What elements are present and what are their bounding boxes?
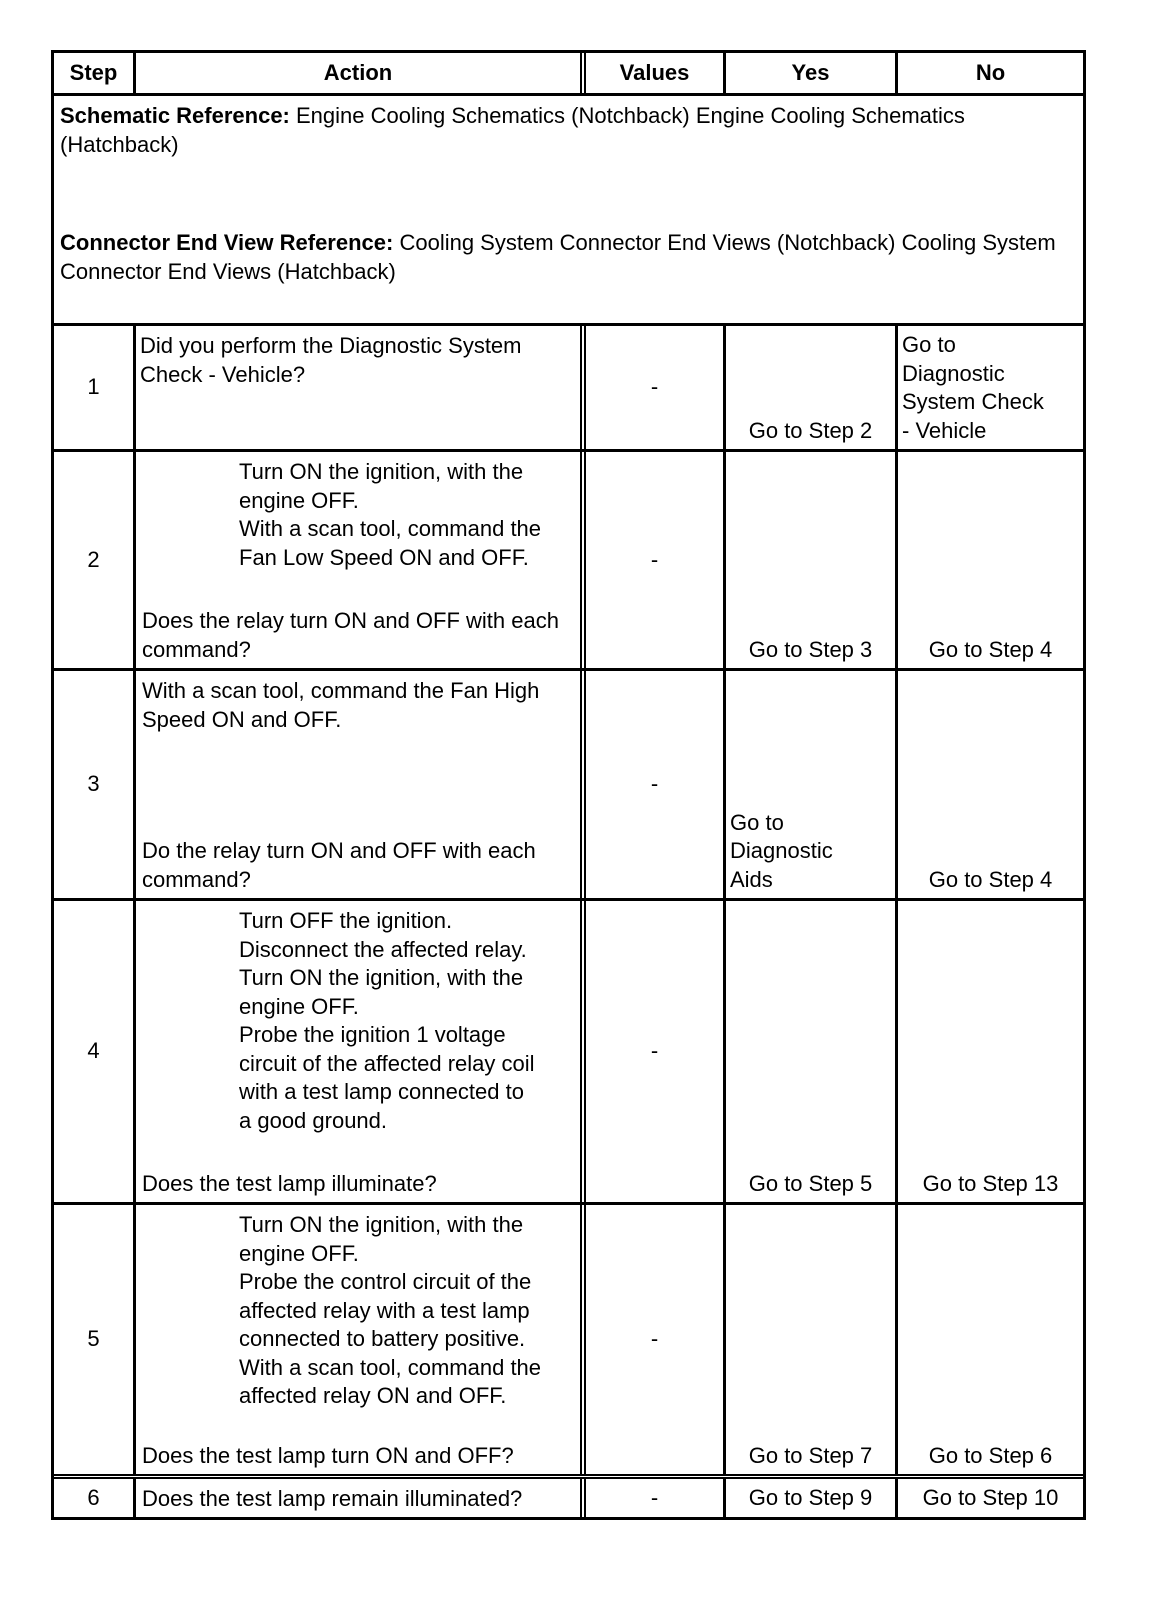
values-cell: - — [586, 326, 726, 449]
step-number: 5 — [54, 1205, 136, 1474]
table-row-step-5 — [54, 1202, 1083, 1474]
step-number: 3 — [54, 671, 136, 898]
values-cell: - — [586, 1479, 726, 1517]
action-instructions: With a scan tool, command the Fan High Speed ON and OFF. — [142, 678, 540, 732]
values-cell: - — [586, 901, 726, 1202]
no-text: Go to Step 6 — [928, 1442, 1053, 1468]
table-row-step-1 — [54, 323, 1083, 449]
yes-text: Go to Step 7 — [748, 1442, 873, 1468]
diagnostic-table — [51, 50, 1086, 1520]
yes-text: Go to Step 3 — [748, 636, 873, 662]
action-cell — [136, 326, 586, 449]
action-question: Does the test lamp turn ON and OFF? — [142, 1442, 514, 1468]
no-text: Go to Step 4 — [928, 866, 1053, 892]
no-cell — [898, 452, 1083, 668]
schematic-reference-label: Schematic Reference: — [60, 103, 290, 128]
action-instructions: Turn ON the ignition, with the engine OFF. With a scan tool, command the Fan Low Speed ON and OFF. — [239, 459, 542, 570]
yes-cell — [726, 1205, 898, 1474]
no-cell — [898, 1205, 1083, 1474]
no-cell: Go to Step 10 — [922, 1484, 1059, 1510]
yes-text: Go to Diagnostic Aids — [730, 809, 833, 892]
schematic-reference-text: Engine Cooling Schematics (Notchback) Engine Cooling Schematics (Hatchback) — [60, 103, 965, 157]
yes-cell — [726, 326, 898, 449]
table-row-step-4 — [54, 898, 1083, 1202]
reference-row — [54, 93, 1083, 323]
step-number: 2 — [54, 452, 136, 668]
connector-reference — [54, 223, 1083, 292]
table-header-row — [54, 53, 1083, 93]
table-row-step-6 — [54, 1474, 1083, 1517]
action-question: Does the test lamp illuminate? — [142, 1170, 437, 1196]
action-instructions: Turn ON the ignition, with the engine OFF. Probe the control circuit of the affected relay with a test lamp connected to battery positive. With a scan tool, command the affected relay ON and OFF. — [239, 1212, 542, 1408]
no-cell — [898, 901, 1083, 1202]
schematic-reference — [54, 96, 1083, 165]
connector-reference-text: Cooling System Connector End Views (Notchback) Cooling System Connector End Views (Hatchback) — [60, 230, 1056, 284]
action-cell — [136, 671, 586, 898]
header-yes: Yes — [726, 53, 898, 93]
step-number: 4 — [54, 901, 136, 1202]
header-values: Values — [586, 53, 726, 93]
values-cell: - — [586, 671, 726, 898]
action-text: Did you perform the Diagnostic System Check - Vehicle? — [140, 333, 522, 387]
action-question: Does the relay turn ON and OFF with each command? — [142, 608, 559, 662]
action-cell — [136, 1479, 586, 1517]
action-cell — [136, 1205, 586, 1474]
action-cell — [136, 452, 586, 668]
table-row-step-3 — [54, 668, 1083, 898]
no-text: Go to Step 13 — [922, 1170, 1059, 1196]
action-cell — [136, 901, 586, 1202]
header-action: Action — [136, 53, 586, 93]
step-number: 1 — [54, 326, 136, 449]
yes-cell — [726, 671, 898, 898]
yes-cell — [726, 901, 898, 1202]
yes-text: Go to Step 2 — [748, 417, 873, 443]
yes-cell: Go to Step 9 — [726, 1479, 898, 1517]
action-text: Does the test lamp remain illuminated? — [142, 1486, 523, 1511]
table-row-step-2 — [54, 449, 1083, 668]
no-cell — [898, 326, 1083, 449]
step-number: 6 — [54, 1479, 136, 1517]
values-cell: - — [586, 1205, 726, 1474]
yes-cell — [726, 452, 898, 668]
action-instructions: Turn OFF the ignition. Disconnect the affected relay. Turn ON the ignition, with the engine OFF. Probe the ignition 1 voltage circuit of the affected relay coil with a test lamp connected to a good ground. — [239, 908, 535, 1133]
no-text: Go to Diagnostic System Check - Vehicle — [902, 332, 1044, 443]
header-step: Step — [54, 53, 136, 93]
header-no: No — [975, 60, 1006, 85]
values-cell: - — [586, 452, 726, 668]
action-question: Do the relay turn ON and OFF with each command? — [142, 838, 536, 892]
yes-text: Go to Step 5 — [748, 1170, 873, 1196]
connector-reference-label: Connector End View Reference: — [60, 230, 394, 255]
no-cell — [898, 671, 1083, 898]
no-text: Go to Step 4 — [928, 636, 1053, 662]
